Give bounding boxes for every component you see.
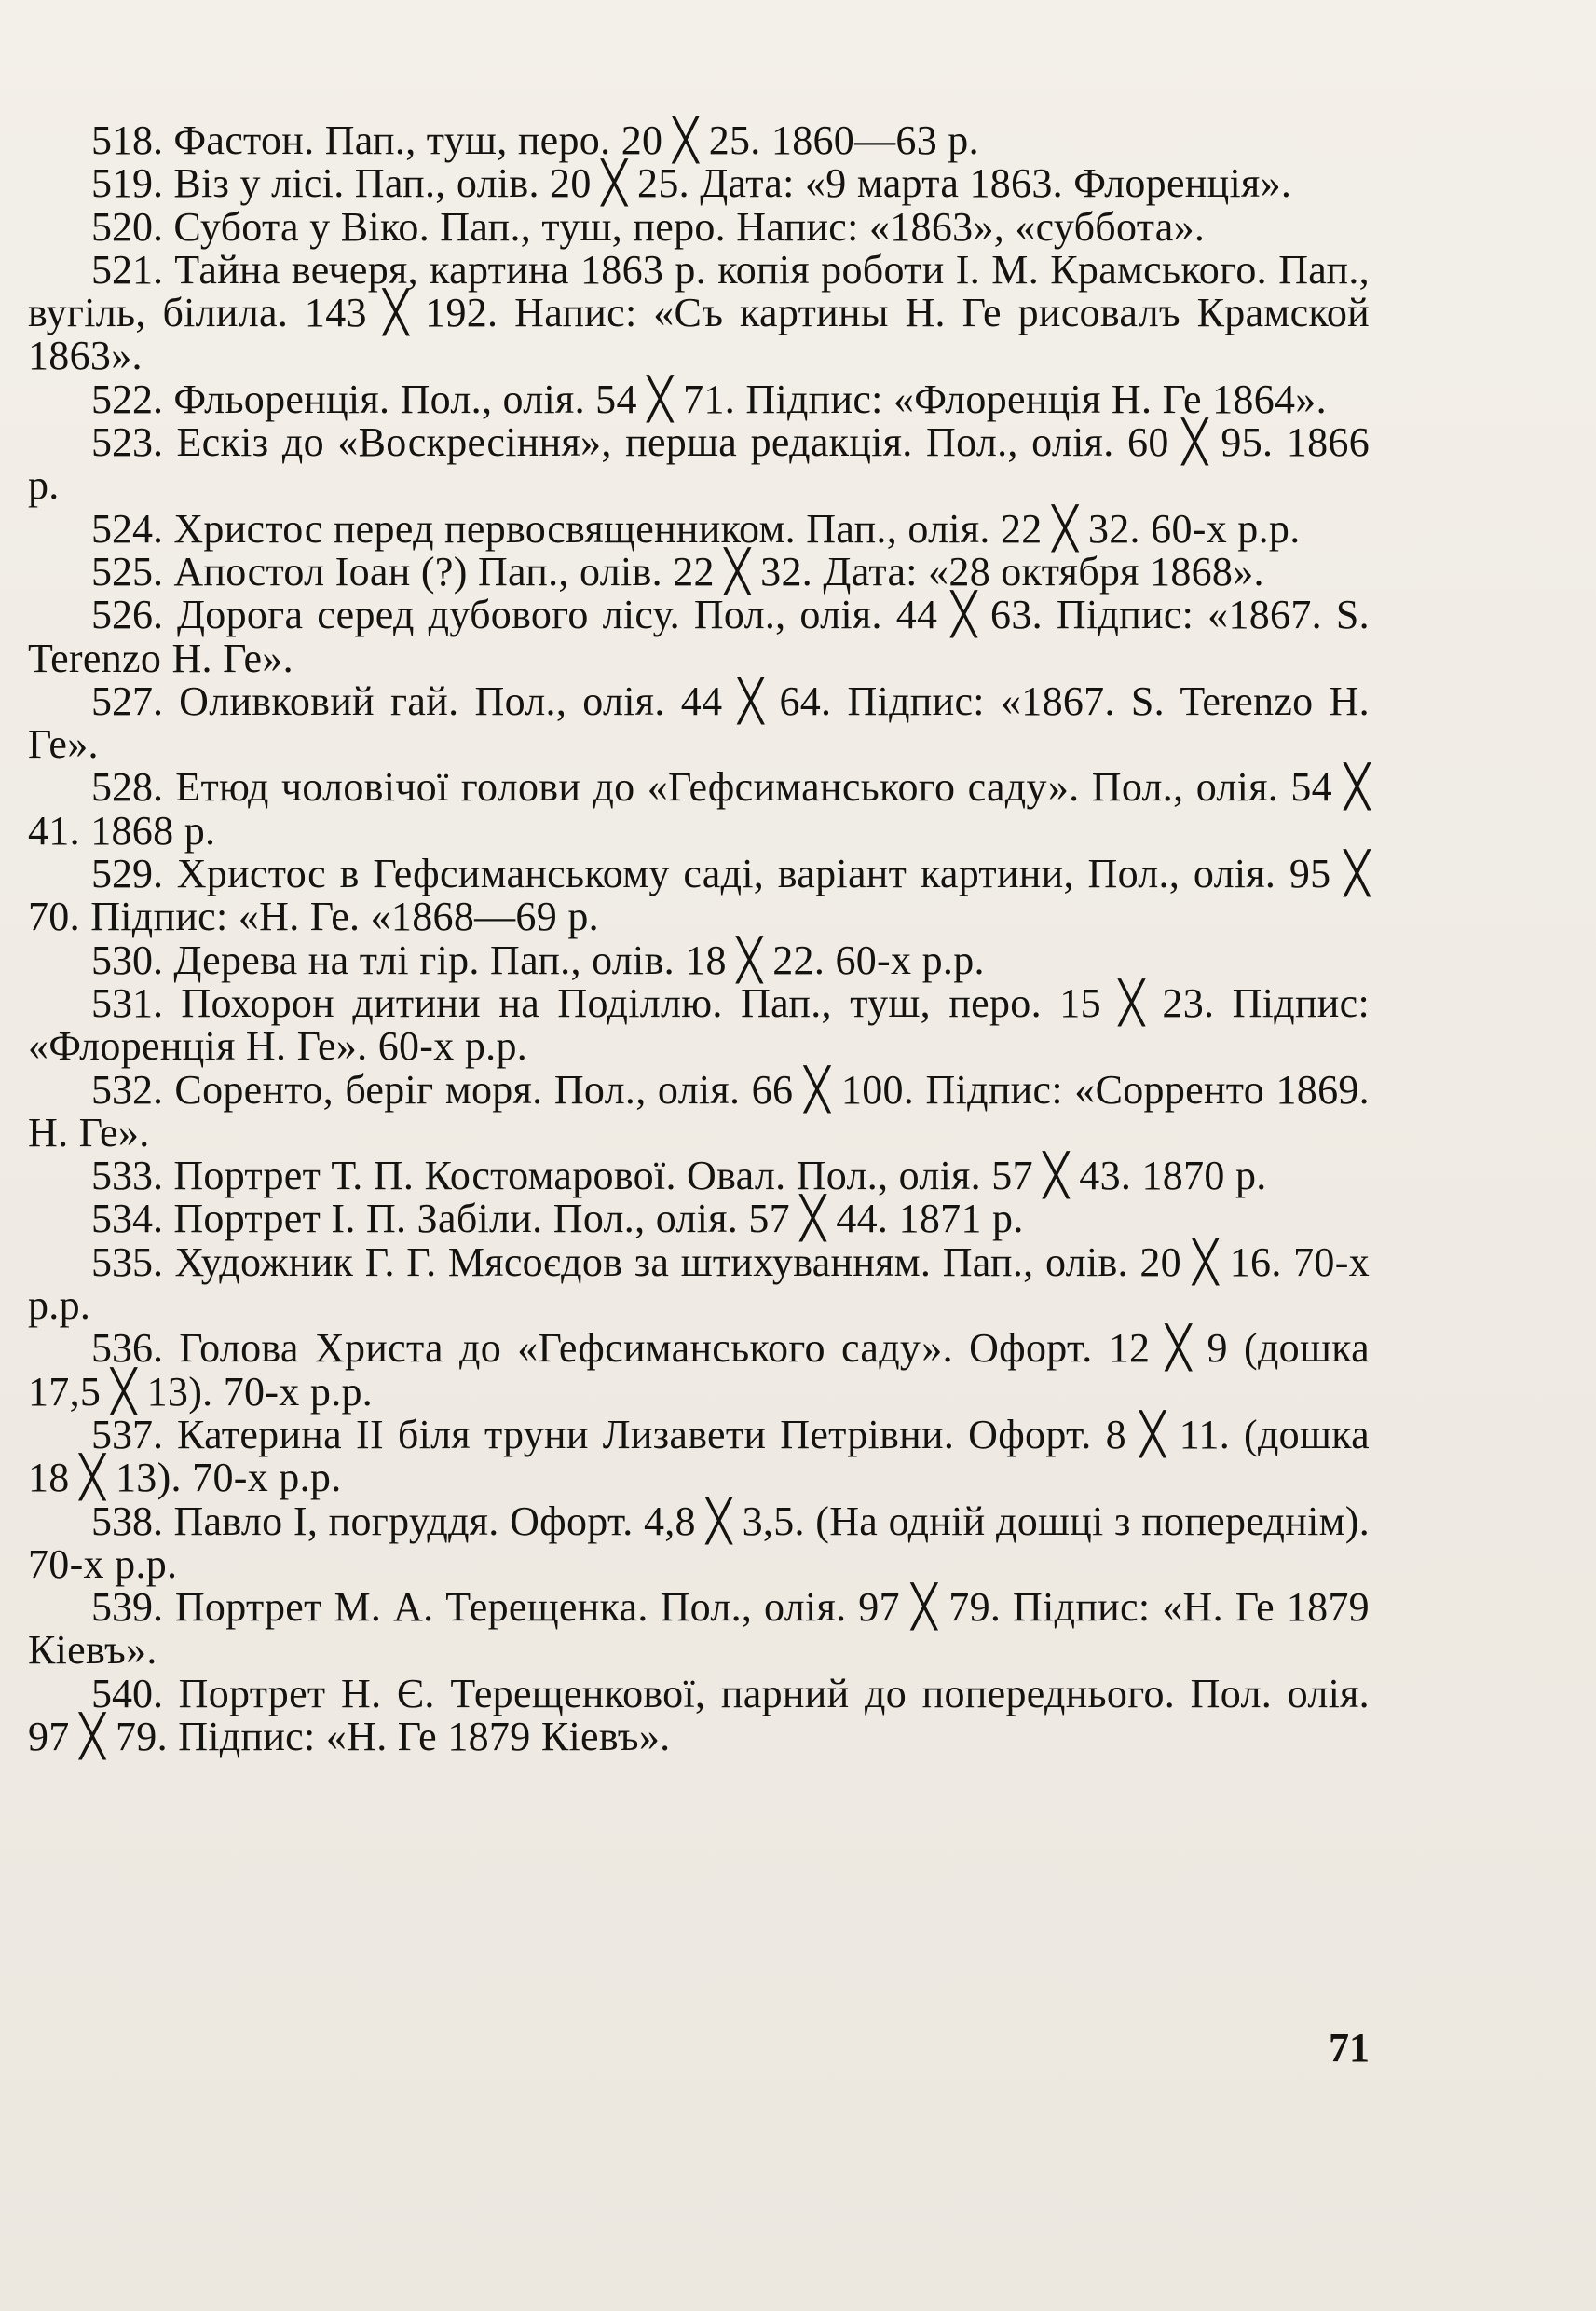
entry-text: Портрет Н. Є. Терещенкової, парний до попереднього. Пол. олія. 97 ╳ 79. Підпис: «Н. Ге 1879 Кіевъ». bbox=[28, 1670, 1370, 1759]
catalog-entry bbox=[28, 203, 1370, 250]
entry-text: Ескіз до «Воскресіння», перша редакція. Пол., олія. 60 ╳ 95. 1866 р. bbox=[28, 419, 1370, 509]
catalog-entry bbox=[28, 1066, 1370, 1156]
entry-number: 525. bbox=[91, 548, 163, 595]
entry-number: 522. bbox=[91, 376, 163, 422]
entry-text: Голова Христа до «Гефсиманського саду». Офорт. 12 ╳ 9 (дошка 17,5 ╳ 13). 70-х р.р. bbox=[28, 1325, 1370, 1415]
entry-number: 530. bbox=[91, 937, 163, 983]
entry-text: Віз у лісі. Пап., олів. 20 ╳ 25. Дата: «9 марта 1863. Флоренція». bbox=[173, 160, 1292, 207]
catalog-entry bbox=[28, 548, 1370, 595]
entry-text: Оливковий гай. Пол., олія. 44 ╳ 64. Підпис: «1867. S. Terenzo Н. Ге». bbox=[28, 677, 1370, 768]
entry-number: 533. bbox=[91, 1153, 163, 1199]
catalog-entry bbox=[28, 677, 1370, 768]
catalog-entry bbox=[28, 246, 1370, 379]
catalog-entry bbox=[28, 1411, 1370, 1501]
entry-number: 521. bbox=[91, 246, 163, 293]
entry-text: Портрет М. А. Терещенка. Пол., олія. 97 ╳ 79. Підпис: «Н. Ге 1879 Кіевъ». bbox=[28, 1584, 1370, 1674]
entry-text: Художник Г. Г. Мясоєдов за штихуванням. Пап., олів. 20 ╳ 16. 70-х р.р. bbox=[28, 1238, 1370, 1329]
entry-number: 539. bbox=[91, 1584, 163, 1631]
entry-number: 523. bbox=[91, 419, 163, 466]
entry-number: 540. bbox=[91, 1670, 163, 1716]
entry-text: Субота у Віко. Пап., туш, перо. Напис: «1863», «суббота». bbox=[173, 203, 1206, 250]
entry-text: Похорон дитини на Поділлю. Пап., туш, перо. 15 ╳ 23. Підпис: «Флоренція Н. Ге». 60-х р.р. bbox=[28, 979, 1370, 1070]
catalog-entry bbox=[28, 162, 1370, 205]
catalog-entry bbox=[28, 1327, 1370, 1414]
entry-text: Катерина II біля труни Лизавети Петрівни. Офорт. 8 ╳ 11. (дошка 18 ╳ 13). 70-х р.р. bbox=[28, 1411, 1370, 1501]
entry-number: 519. bbox=[91, 160, 163, 207]
entry-number: 532. bbox=[91, 1066, 163, 1113]
entry-text: Портрет І. П. Забіли. Пол., олія. 57 ╳ 44. 1871 р. bbox=[173, 1196, 1024, 1242]
catalog-entry bbox=[28, 1197, 1370, 1240]
entry-number: 535. bbox=[91, 1238, 163, 1285]
catalog-entry bbox=[28, 1238, 1370, 1329]
entry-number: 524. bbox=[91, 505, 163, 552]
catalog-entry bbox=[28, 119, 1370, 162]
entry-text: Тайна вечеря, картина 1863 р. копія роботи І. М. Крамського. Пап., вугіль, білила. 143 ╳ 192. Напис: «Съ картины Н. Ге рисовалъ Крамской 1863». bbox=[28, 246, 1370, 379]
entry-text: Етюд чоловічої голови до «Гефсиманського саду». Пол., олія. 54 ╳ 41. 1868 р. bbox=[28, 764, 1370, 854]
catalog-entry bbox=[28, 1497, 1370, 1587]
entry-number: 538. bbox=[91, 1497, 163, 1544]
entry-text: Портрет Т. П. Костомарової. Овал. Пол., олія. 57 ╳ 43. 1870 р. bbox=[173, 1153, 1267, 1199]
catalog-entries bbox=[28, 119, 1370, 1758]
entry-number: 520. bbox=[91, 203, 163, 250]
entry-number: 518. bbox=[91, 117, 163, 163]
entry-text: Дорога серед дубового лісу. Пол., олія. 44 ╳ 63. Підпис: «1867. S. Terenzo Н. Ге». bbox=[28, 592, 1370, 681]
entry-text: Фльоренція. Пол., олія. 54 ╳ 71. Підпис: «Флоренція Н. Ге 1864». bbox=[173, 376, 1327, 422]
catalog-entry bbox=[28, 1155, 1370, 1197]
catalog-entry bbox=[28, 378, 1370, 421]
entry-text: Христос в Гефсиманському саді, варіант картини, Пол., олія. 95 ╳ 70. Підпис: «Н. Ге. «1868—69 р. bbox=[28, 851, 1370, 940]
entry-number: 528. bbox=[91, 764, 163, 811]
page-number: 71 bbox=[1329, 2025, 1370, 2071]
entry-number: 527. bbox=[91, 677, 163, 724]
entry-text: Павло I, погруддя. Офорт. 4,8 ╳ 3,5. (На одній дошці з попереднім). 70-х р.р. bbox=[28, 1497, 1370, 1587]
entry-number: 529. bbox=[91, 851, 163, 897]
entry-text: Апостол Іоан (?) Пап., олів. 22 ╳ 32. Дата: «28 октября 1868». bbox=[173, 548, 1264, 595]
catalog-entry bbox=[28, 1586, 1370, 1673]
catalog-entry bbox=[28, 979, 1370, 1070]
catalog-entry bbox=[28, 1670, 1370, 1759]
entry-text: Сорeнто, беріг моря. Пол., олія. 66 ╳ 100. Підпис: «Сорренто 1869. Н. Ге». bbox=[28, 1066, 1370, 1156]
entry-text: Дерева на тлі гір. Пап., олів. 18 ╳ 22. 60-х р.р. bbox=[173, 937, 985, 983]
entry-number: 534. bbox=[91, 1196, 163, 1242]
catalog-entry bbox=[28, 505, 1370, 552]
catalog-entry bbox=[28, 853, 1370, 939]
entry-number: 537. bbox=[91, 1411, 163, 1457]
catalog-entry bbox=[28, 939, 1370, 982]
entry-text: Фастон. Пап., туш, перо. 20 ╳ 25. 1860—63 р. bbox=[173, 117, 979, 163]
entry-number: 536. bbox=[91, 1325, 163, 1372]
entry-text: Христос перед первосвященником. Пап., олія. 22 ╳ 32. 60-х р.р. bbox=[173, 505, 1301, 552]
catalog-entry bbox=[28, 766, 1370, 853]
catalog-entry bbox=[28, 594, 1370, 680]
entry-number: 531. bbox=[91, 979, 163, 1026]
entry-number: 526. bbox=[91, 592, 163, 638]
catalog-entry bbox=[28, 421, 1370, 508]
